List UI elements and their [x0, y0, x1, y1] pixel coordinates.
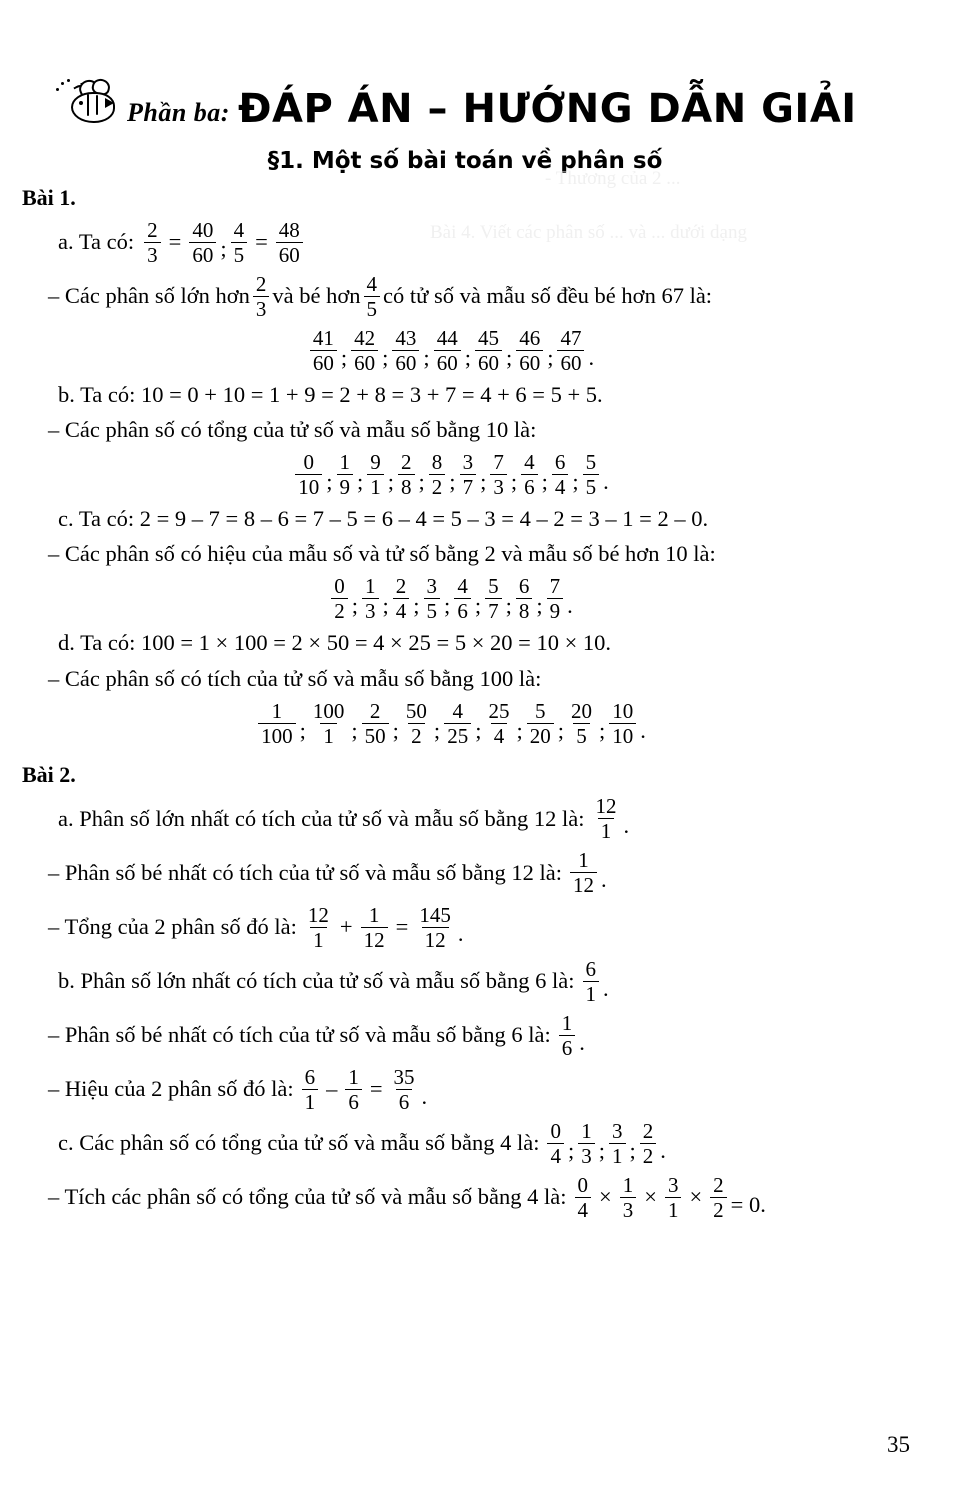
text: – Tích các phân số có tổng của tử số và mẫu số bằng 4 là:: [48, 1184, 567, 1210]
text: – Phân số bé nhất có tích của tử số và mẫu số bằng 6 là:: [48, 1022, 551, 1048]
fraction: $\frac{0}{4}$: [547, 1120, 564, 1167]
fraction: $\frac{0}{2}$: [331, 575, 348, 622]
separator: .: [421, 1083, 428, 1109]
separator: .: [567, 593, 573, 619]
equals: =: [369, 1076, 383, 1102]
line-1c-explain: [22, 540, 910, 568]
plus: +: [339, 913, 353, 939]
line-1a-result: [22, 327, 910, 374]
fraction: $\frac{1}{9}$: [337, 451, 354, 498]
line-1d-explain: [22, 665, 910, 693]
line-1c-result: [22, 575, 910, 622]
fraction: $\frac{0}{10}$: [295, 451, 322, 498]
fraction: $\frac{1}{100}$: [258, 700, 296, 747]
text: c. Các phân số có tổng của tử số và mẫu số bằng 4 là:: [58, 1130, 540, 1156]
separator: ;: [598, 717, 606, 743]
times: ×: [644, 1184, 657, 1210]
fraction: $\frac{2}{3}$: [144, 219, 161, 266]
fraction: $\frac{1}{12}$: [361, 904, 388, 951]
fraction: $\frac{50}{2}$: [405, 698, 427, 748]
separator: ;: [464, 344, 471, 370]
text: có tử số và mẫu số đều bé hơn 67 là:: [383, 283, 713, 309]
fraction: $\frac{4}{5}$: [231, 219, 248, 266]
line-2b2: [22, 1012, 910, 1059]
separator: ;: [567, 1137, 575, 1163]
separator: .: [640, 717, 646, 743]
text: – Tổng của 2 phân số đó là:: [48, 913, 297, 939]
separator: ;: [418, 469, 425, 494]
fraction: $\frac{1}{3}$: [620, 1174, 637, 1221]
separator: ;: [557, 717, 564, 743]
separator: .: [603, 469, 609, 494]
fraction: $\frac{8}{2}$: [429, 451, 446, 498]
separator: ;: [423, 344, 430, 370]
fraction: $\frac{100}{1}$: [312, 698, 345, 748]
separator: ;: [475, 717, 482, 743]
fraction: $\frac{6}{1}$: [302, 1066, 319, 1113]
fraction: $\frac{47}{60}$: [557, 327, 584, 374]
fraction: $\frac{1}{6}$: [559, 1012, 576, 1059]
fraction: $\frac{41}{60}$: [310, 327, 337, 374]
line-2a1: [22, 795, 910, 842]
separator: .: [623, 813, 630, 839]
part-label: Phần ba:: [127, 98, 230, 127]
page-number: 35: [887, 1432, 910, 1457]
text: – Phân số bé nhất có tích của tử số và mẫu số bằng 12 là:: [48, 859, 562, 885]
fraction: $\frac{7}{9}$: [547, 575, 564, 622]
separator: ;: [474, 593, 482, 619]
line-1d-result: [22, 700, 910, 747]
fraction: $\frac{45}{60}$: [475, 327, 502, 374]
text: – Các phân số lớn hơn: [48, 283, 250, 309]
fraction: $\frac{0}{4}$: [575, 1174, 592, 1221]
separator: .: [660, 1137, 666, 1163]
fraction: $\frac{9}{1}$: [367, 451, 384, 498]
fraction: $\frac{5}{7}$: [485, 575, 502, 622]
line-2b1: [22, 958, 910, 1005]
ghost-text: Bài 4. Viết các phân số ... và ... dưới dạng: [430, 222, 747, 243]
fraction: $\frac{43}{60}$: [392, 327, 419, 374]
separator: ;: [357, 469, 364, 494]
fraction: $\frac{3}{1}$: [665, 1174, 682, 1221]
separator: ;: [444, 593, 451, 619]
fraction: $\frac{4}{25}$: [444, 700, 471, 747]
text: – Các phân số có hiệu của mẫu số và tử số bằng 2 và mẫu số bé hơn 10 là:: [48, 541, 716, 567]
separator: ;: [547, 344, 554, 370]
fraction: $\frac{3}{1}$: [609, 1120, 626, 1167]
separator: ;: [505, 344, 513, 370]
equals: =: [168, 228, 182, 254]
times: ×: [599, 1184, 612, 1210]
separator: ;: [572, 469, 579, 494]
bee-icon: [55, 78, 125, 130]
fraction: $\frac{2}{2}$: [640, 1120, 657, 1167]
fraction: $\frac{4}{6}$: [521, 451, 538, 498]
separator: .: [579, 1029, 585, 1055]
text: c. Ta có: 2 = 9 – 7 = 8 – 6 = 7 – 5 = 6 – 4 = 5 – 3 = 4 – 2 = 3 – 1 = 2 – 0.: [58, 506, 709, 532]
separator: ;: [449, 469, 456, 494]
separator: = 0.: [730, 1191, 766, 1217]
fraction: $\frac{10}{10}$: [609, 700, 636, 747]
fraction: $\frac{4}{5}$: [364, 273, 381, 320]
separator: ;: [629, 1137, 636, 1163]
minus: –: [326, 1076, 338, 1102]
text: – Các phân số có tổng của tử số và mẫu số bằng 10 là:: [48, 416, 537, 442]
fraction: $\frac{1}{12}$: [570, 849, 597, 896]
text: và bé hơn: [272, 283, 361, 309]
line-2a2: [22, 849, 910, 896]
fraction: $\frac{42}{60}$: [351, 327, 378, 374]
line-1a-lead: [22, 219, 910, 266]
page-header: [0, 0, 970, 134]
text: – Hiệu của 2 phân số đó là:: [48, 1076, 294, 1102]
page-title: ĐÁP ÁN – HƯỚNG DẪN GIẢI: [237, 86, 857, 132]
line-1c-lead: [22, 505, 910, 533]
separator: ;: [598, 1137, 605, 1163]
fraction: $\frac{2}{4}$: [393, 575, 410, 622]
equals: =: [255, 228, 268, 254]
exercise-label-2: Bài 2.: [22, 761, 76, 787]
text: a. Phân số lớn nhất có tích của tử số và mẫu số bằng 12 là:: [58, 805, 585, 831]
text: a. Ta có:: [58, 228, 135, 254]
fraction: $\frac{5}{5}$: [583, 451, 600, 498]
separator: ;: [340, 344, 348, 370]
fraction: $\frac{20}{5}$: [570, 698, 592, 748]
fraction: $\frac{6}{8}$: [516, 575, 533, 622]
line-1b-result: [22, 451, 910, 498]
separator: .: [457, 921, 464, 947]
fraction: $\frac{2}{3}$: [253, 273, 270, 320]
separator: ;: [505, 593, 512, 619]
line-2a3: [22, 904, 910, 951]
fraction: $\frac{25}{4}$: [488, 698, 510, 748]
fraction: $\frac{1}{3}$: [362, 575, 379, 622]
separator: ;: [541, 469, 548, 494]
fraction: $\frac{5}{20}$: [527, 700, 554, 747]
separator: ;: [413, 593, 420, 619]
fraction: $\frac{6}{4}$: [552, 451, 569, 498]
fraction: $\frac{4}{6}$: [454, 575, 471, 622]
separator: ;: [536, 593, 543, 619]
fraction: $\frac{3}{5}$: [424, 575, 441, 622]
line-1b-explain: [22, 416, 910, 444]
separator: ;: [220, 236, 227, 262]
fraction: $\frac{40}{60}$: [189, 219, 216, 266]
fraction: $\frac{12}{1}$: [307, 902, 329, 952]
separator: ;: [433, 717, 441, 743]
separator: ;: [326, 469, 333, 494]
separator: ;: [382, 344, 389, 370]
equals: =: [395, 913, 409, 939]
separator: .: [588, 344, 595, 370]
fraction: $\frac{7}{3}$: [490, 451, 507, 498]
fraction: $\frac{145}{12}$: [419, 902, 451, 952]
separator: ;: [387, 469, 395, 494]
times: ×: [689, 1184, 703, 1210]
text: – Các phân số có tích của tử số và mẫu số bằng 100 là:: [48, 665, 542, 691]
line-2b3: [22, 1066, 910, 1113]
separator: ;: [382, 593, 389, 619]
fraction: $\frac{1}{6}$: [345, 1066, 362, 1113]
separator: ;: [392, 717, 399, 743]
line-2c2: [22, 1174, 910, 1221]
fraction: $\frac{12}{1}$: [595, 794, 617, 844]
ghost-text: - Thương của 2 ...: [545, 168, 681, 189]
fraction: $\frac{1}{3}$: [578, 1120, 595, 1167]
fraction: $\frac{6}{1}$: [583, 958, 600, 1005]
separator: ;: [299, 717, 306, 743]
text: d. Ta có: 100 = 1 × 100 = 2 × 50 = 4 × 25 = 5 × 20 = 10 × 10.: [58, 630, 612, 656]
line-1a-explain: [22, 273, 910, 320]
line-1b-lead: [22, 381, 910, 409]
separator: .: [600, 867, 607, 893]
fraction: $\frac{35}{6}$: [393, 1064, 415, 1114]
fraction: $\frac{46}{60}$: [516, 327, 543, 374]
separator: ;: [351, 717, 358, 743]
document-content: [0, 184, 970, 1221]
separator: ;: [351, 593, 359, 619]
exercise-label-1: Bài 1.: [22, 185, 76, 210]
line-2c1: [22, 1120, 910, 1167]
text: b. Phân số lớn nhất có tích của tử số và mẫu số bằng 6 là:: [58, 968, 575, 994]
fraction: $\frac{2}{8}$: [398, 451, 415, 498]
separator: ;: [480, 469, 487, 494]
fraction: $\frac{2}{50}$: [362, 700, 389, 747]
separator: ;: [510, 469, 518, 494]
text: b. Ta có: 10 = 0 + 10 = 1 + 9 = 2 + 8 = 3 + 7 = 4 + 6 = 5 + 5.: [58, 381, 603, 407]
fraction: $\frac{3}{7}$: [460, 451, 477, 498]
fraction: $\frac{48}{60}$: [276, 219, 303, 266]
section-title: §1. Một số bài toán về phân số: [267, 148, 663, 174]
fraction: $\frac{44}{60}$: [434, 327, 461, 374]
fraction: $\frac{2}{2}$: [710, 1174, 727, 1221]
line-1d-lead: [22, 629, 910, 657]
separator: ;: [516, 717, 523, 743]
separator: .: [603, 975, 609, 1001]
